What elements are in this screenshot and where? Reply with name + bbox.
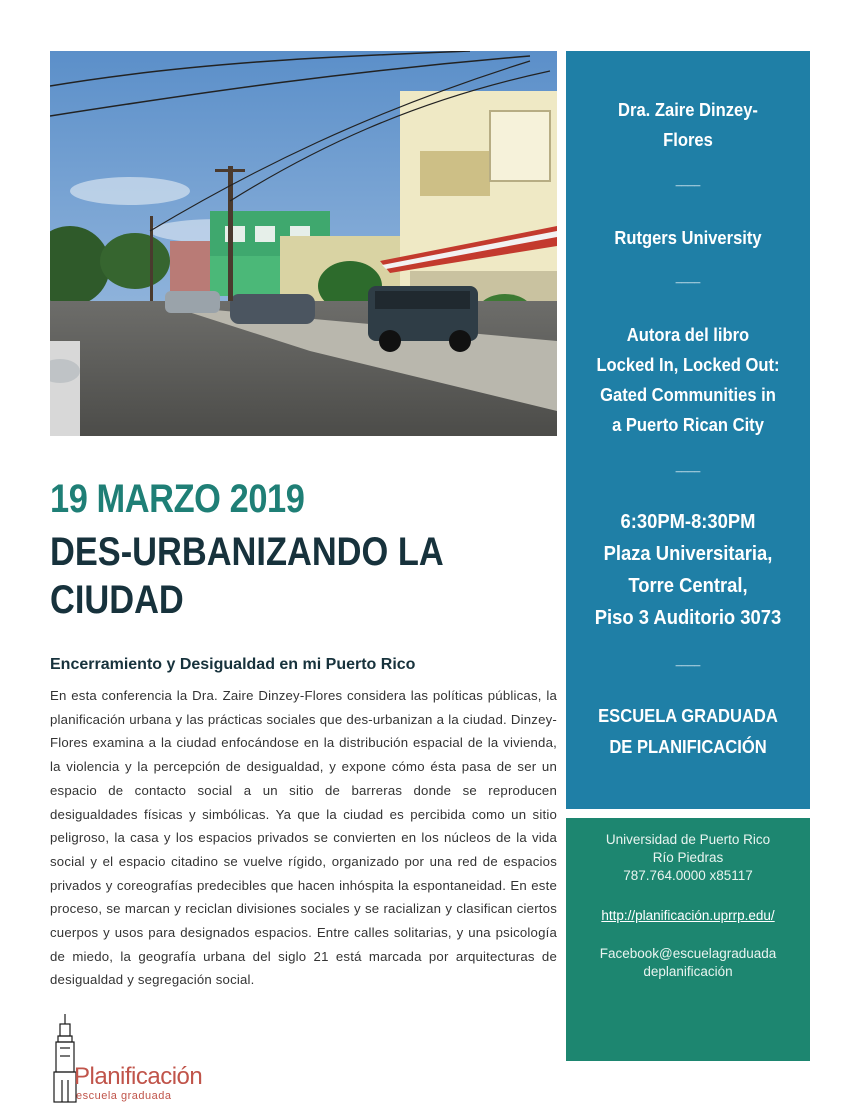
school-line2: DE PLANIFICACIÓN [609, 737, 767, 757]
facebook-line2: deplanificación [643, 964, 733, 979]
separator: ____ [675, 655, 701, 667]
place-line3: Piso 3 Auditorio 3073 [594, 607, 782, 629]
event-title: DES-URBANIZANDO LA CIUDAD [50, 530, 443, 622]
speaker-panel [566, 51, 810, 809]
place-line2: Torre Central, [628, 575, 748, 597]
contact-university: Universidad de Puerto Rico [605, 832, 771, 847]
separator: ____ [675, 272, 701, 284]
contact-phone: 787.764.0000 x85117 [623, 868, 753, 883]
contact-campus: Río Piedras [652, 850, 724, 865]
street-photo [50, 51, 557, 436]
speaker-name-line2: Flores [663, 130, 713, 150]
event-date: 19 MARZO 2019 [50, 477, 305, 521]
event-subtitle: Encerramiento y Desigualdad en mi Puerto Rico [50, 656, 416, 673]
contact-panel [566, 818, 810, 1061]
separator: ____ [675, 461, 701, 473]
facebook-line1: Facebook@escuelagraduada [599, 946, 777, 961]
place-line1: Plaza Universitaria, [603, 543, 773, 565]
logo-wordmark: Planificación [74, 1063, 203, 1090]
event-description: En esta conferencia la Dra. Zaire Dinzey-Flores considera las políticas públicas, la planificación urbana y las prácticas sociales que des-urbanizan a la ciudad. Dinzey-Flores examina a la ciudad enfocándose en la distribución espacial de la vivienda, la violencia y la percepción de desigualdad, y expone cómo ésta pasa de ser un espacio de contacto social a un sitio de barreras donde se reproducen desigualdades físicas y simbólicas. Ya que la ciudad es percibida como un sitio peligroso, la casa y los espacios privados se convierten en los núcleos de la vida social y el espacio citadino se vuelve rígido, organizado por una red de espacios privados y coreografías predecibles que hacen inhóspita la espontaneidad. En este proceso, se marcan y reciclan divisiones sociales y se racializan y clasifican ciertos cuerpos y usos para designados espacios. Entre calles solitarias, y una psicología de miedo, la geografía urbana del siglo 21 está marcada por arquitecturas de desigualdad y segregación social. [50, 688, 557, 988]
book-line2: Locked In, Locked Out: [596, 355, 780, 375]
event-time: 6:30PM-8:30PM [620, 511, 756, 533]
school-line1: ESCUELA GRADUADA [598, 706, 778, 726]
speaker-university: Rutgers University [614, 228, 762, 248]
book-line3: Gated Communities in [600, 385, 776, 405]
logo-subtitle: escuela graduada [76, 1090, 172, 1102]
speaker-name-line1: Dra. Zaire Dinzey- [618, 100, 758, 120]
website-link[interactable]: http://planificación.uprrp.edu/ [601, 908, 775, 923]
separator: ____ [675, 175, 701, 187]
book-line1: Autora del libro [626, 325, 750, 345]
book-line4: a Puerto Rican City [612, 415, 764, 435]
